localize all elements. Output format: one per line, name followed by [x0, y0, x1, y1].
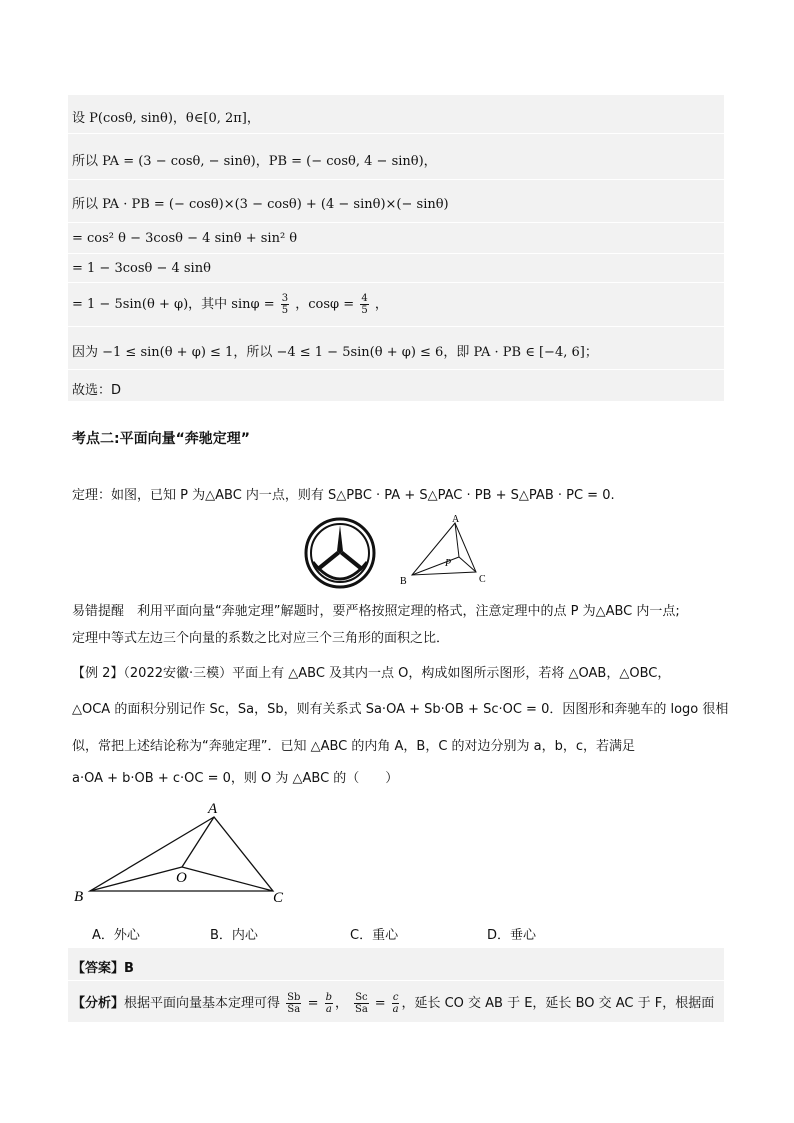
solution-line-6	[72, 293, 388, 316]
analysis-line	[72, 992, 714, 1015]
theorem-text: 如图，已知 P 为△ABC 内一点，则有 S△PBC · PA + S△PAC · PB + S△PAB · PC = 0.	[111, 488, 615, 503]
fraction-c-a: $\frac{c}{a}$	[392, 992, 399, 1015]
row-divider	[68, 980, 724, 981]
answer-line: 【答案】B	[72, 961, 134, 976]
line6-mid: ，cosφ =	[295, 297, 355, 312]
example-line-2: △OCA 的面积分别记作 Sc，Sa，Sb，则有关系式 Sa·OA + Sb·OB + Sc·OC = 0．因图形和奔驰车的 logo 很相	[72, 702, 729, 717]
line6-suffix: ，	[374, 297, 388, 312]
example-line-1: 【例 2】（2022安徽·三模）平面上有 △ABC 及其内一点 O，构成如图所示图形，若将 △OAB，△OBC，	[72, 666, 671, 681]
solution-line-2: 所以 PA = (3 − cosθ, − sinθ)，PB = (− cosθ, 4 − sinθ)，	[72, 154, 437, 169]
solution-line-4: = cos² θ − 3cosθ − 4 sinθ + sin² θ	[72, 231, 298, 246]
line6-prefix: = 1 − 5sin(θ + φ)，其中 sinφ =	[72, 297, 275, 312]
vertex-label-c: C	[479, 574, 486, 585]
triangle-figure-small	[398, 512, 494, 588]
row-divider	[68, 133, 724, 134]
analysis-eq2: =	[374, 996, 386, 1011]
theorem-line	[72, 484, 615, 503]
vertex-label-b: B	[74, 889, 84, 905]
solution-line-5: = 1 − 3cosθ − 4 sinθ	[72, 261, 211, 276]
row-divider	[68, 179, 724, 180]
option-a: A．外心	[92, 928, 140, 943]
warning-line-2: 定理中等式左边三个向量的系数之比对应三个三角形的面积之比．	[72, 631, 450, 646]
option-c: C．重心	[350, 928, 399, 943]
solution-line-7: 因为 −1 ≤ sin(θ + φ) ≤ 1，所以 −4 ≤ 1 − 5sin(θ + φ) ≤ 6，即 PA · PB ∈ [−4, 6]；	[72, 345, 598, 360]
analysis-suffix: ，延长 CO 交 AB 于 E，延长 BO 交 AC 于 F，根据面	[401, 996, 715, 1011]
option-b: B．内心	[210, 928, 258, 943]
solution-line-1: 设 P(cosθ, sinθ)，θ∈[0, 2π]，	[72, 111, 260, 126]
benz-logo-icon	[303, 516, 377, 590]
row-divider	[68, 282, 724, 283]
row-divider	[68, 369, 724, 370]
row-divider	[68, 222, 724, 223]
analysis-label: 【分析】	[72, 996, 125, 1011]
fraction-b-a: $\frac{b}{a}$	[325, 992, 333, 1015]
fraction-sin: $\frac{3}{5}$	[281, 293, 289, 316]
vertex-label-a: A	[452, 514, 460, 525]
row-divider	[68, 326, 724, 327]
triangle-figure-large	[70, 796, 290, 908]
solution-line-8: 故选：D	[72, 383, 122, 398]
example-line-3: 似，常把上述结论称为“奔驰定理”．已知 △ABC 的内角 A，B，C 的对边分别为 a，b，c，若满足	[72, 739, 636, 754]
vertex-label-o: O	[176, 870, 187, 886]
section-heading: 考点二:平面向量“奔驰定理”	[72, 431, 251, 447]
analysis-prefix: 根据平面向量基本定理可得	[124, 996, 281, 1011]
vertex-label-c: C	[273, 890, 284, 906]
vertex-label-p: P	[445, 558, 452, 569]
row-divider	[68, 253, 724, 254]
fraction-sb-sa: $\frac{Sb}{Sa}$	[287, 992, 301, 1015]
theorem-label: 定理：	[72, 488, 112, 503]
analysis-comma: ，	[335, 996, 349, 1011]
fraction-cos: $\frac{4}{5}$	[361, 293, 368, 316]
vertex-label-a: A	[208, 801, 218, 817]
fraction-sc-sa: $\frac{Sc}{Sa}$	[355, 992, 368, 1015]
option-d: D．垂心	[487, 928, 537, 943]
analysis-eq1: =	[307, 996, 319, 1011]
warning-line-1: 易错提醒 利用平面向量“奔驰定理”解题时，要严格按照定理的格式，注意定理中的点 P 为△ABC 内一点;	[72, 604, 680, 619]
vertex-label-b: B	[400, 576, 407, 587]
solution-line-3: 所以 PA · PB = (− cosθ)×(3 − cosθ) + (4 − sinθ)×(− sinθ)	[72, 197, 449, 212]
example-line-4: a·OA + b·OB + c·OC = 0，则 O 为 △ABC 的（ ）	[72, 771, 399, 786]
